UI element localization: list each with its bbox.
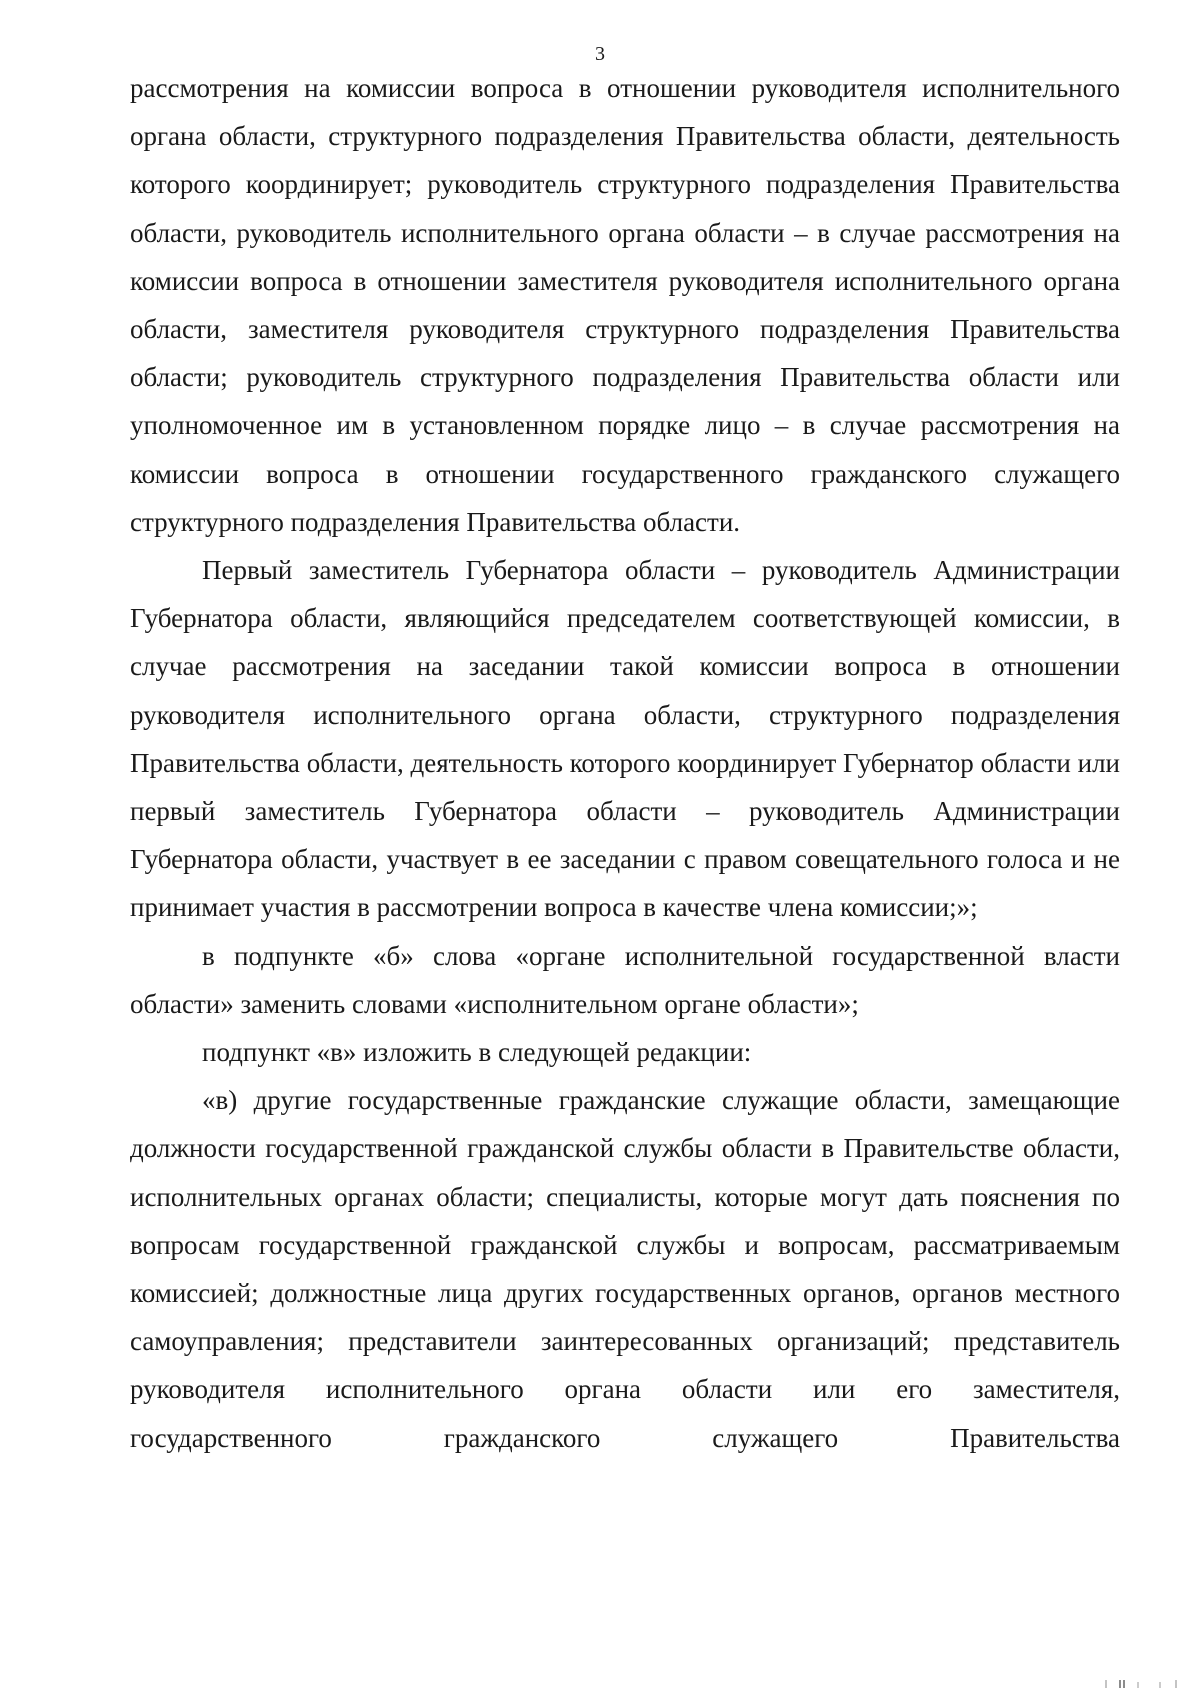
paragraph-subpoint-v-text: «в) другие государственные гражданские служащие области, замещающие должности государственной гражданской службы области в Правительстве области, исполнительных органах области; специалисты, которые могут дать пояснения по вопросам государственной гражданской службы и вопросам, рассматриваемым комиссией; должностные лица других государственных органов, органов местного самоуправления; представители заинтересованных организаций; представитель руководителя исполнительного органа области или его заместителя, государственного гражданского служащего Правительства	[130, 1085, 1120, 1453]
paragraph-subpoint-b: в подпункте «б» слова «органе исполнительной государственной власти области» заменить словами «исполнительном органе области»;	[130, 940, 1120, 1019]
paragraph-continuation: рассмотрения на комиссии вопроса в отношении руководителя исполнительного органа области, структурного подразделения Правительства области, деятельность которого координирует; руководитель структурного подразделения Правительства области, руководитель исполнительного органа области – в случае рассмотрения на комиссии вопроса в отношении заместителя руководителя исполнительного органа области, заместителя руководителя структурного подразделения Правительства области; руководитель структурного подразделения Правительства области или уполномоченное им в установленном порядке лицо – в случае рассмотрения на комиссии вопроса в отношении государственного гражданского служащего структурного подразделения Правительства области.	[130, 73, 1120, 537]
scan-artifact	[1064, 1679, 1184, 1689]
page-number: 3	[595, 43, 605, 65]
paragraph-first-deputy: Первый заместитель Губернатора области – руководитель Администрации Губернатора области, являющийся председателем соответствующей комиссии, в случае рассмотрения на заседании такой комиссии вопроса в отношении руководителя исполнительного органа области, структурного подразделения Правительства области, деятельность которого координирует Губернатор области или первый заместитель Губернатора области – руководитель Администрации Губернатора области, участвует в ее заседании с правом совещательного голоса и не принимает участия в рассмотрении вопроса в качестве члена комиссии;»;	[130, 555, 1120, 923]
paragraph-subpoint-v-intro: подпункт «в» изложить в следующей редакции:	[202, 1037, 752, 1068]
document-body	[130, 64, 1120, 1462]
